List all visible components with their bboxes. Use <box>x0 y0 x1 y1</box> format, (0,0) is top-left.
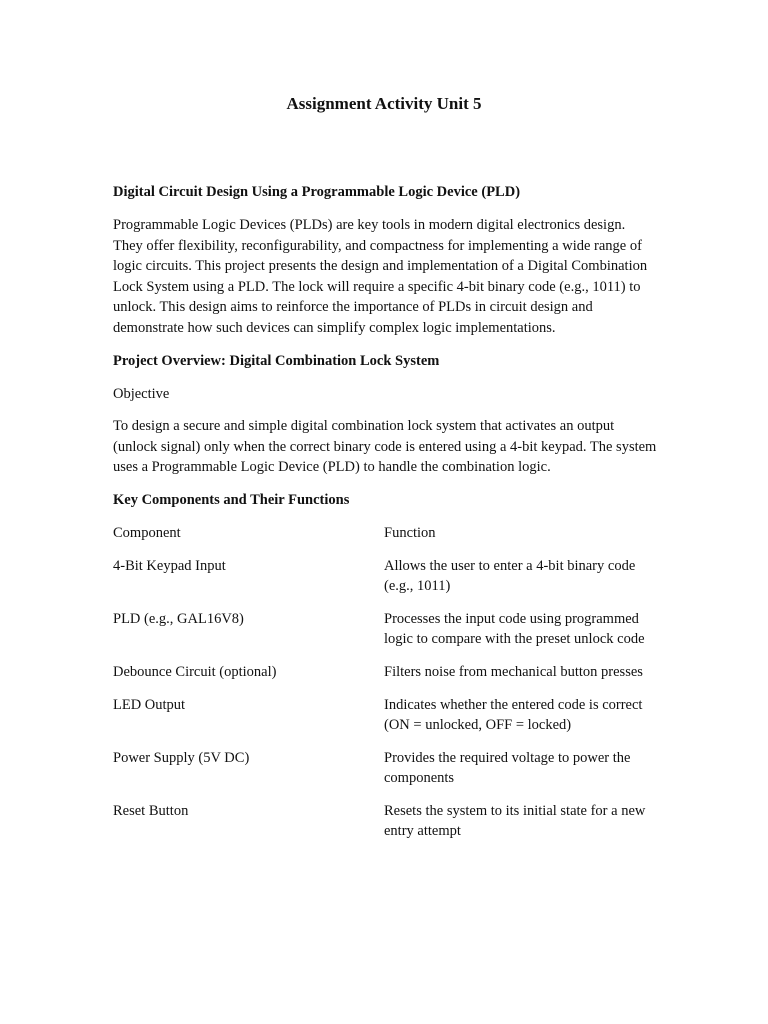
table-row <box>113 695 658 736</box>
table-cell-function: Allows the user to enter a 4-bit binary code (e.g., 1011) <box>384 557 636 595</box>
table-cell-component: Power Supply (5V DC) <box>113 749 250 766</box>
table-cell-component: 4-Bit Keypad Input <box>113 557 226 574</box>
table-cell-component: Reset Button <box>113 802 189 819</box>
table-header-row <box>113 523 658 544</box>
table-cell-function: Indicates whether the entered code is correct (ON = unlocked, OFF = locked) <box>384 696 643 734</box>
table-cell-function: Provides the required voltage to power the components <box>384 749 631 787</box>
table-header-component: Component <box>113 524 181 541</box>
section-heading-overview: Project Overview: Digital Combination Lock System <box>113 352 440 369</box>
components-table <box>113 523 658 842</box>
section-heading-components: Key Components and Their Functions <box>113 491 350 508</box>
page-title: Assignment Activity Unit 5 <box>286 94 482 113</box>
table-row <box>113 662 658 683</box>
table-row <box>113 748 658 789</box>
section-heading-main: Digital Circuit Design Using a Programmable Logic Device (PLD) <box>113 184 521 200</box>
table-row <box>113 801 658 842</box>
table-cell-component: Debounce Circuit (optional) <box>113 663 277 680</box>
table-cell-function: Filters noise from mechanical button presses <box>384 663 643 680</box>
table-cell-component: PLD (e.g., GAL16V8) <box>113 610 244 627</box>
document-body <box>113 182 658 854</box>
table-cell-function: Resets the system to its initial state for a new entry attempt <box>384 802 646 840</box>
intro-paragraph: Programmable Logic Devices (PLDs) are key tools in modern digital electronics design. They offer flexibility, reconfigurability, and compactness for implementing a wide range of logic circuits. This project presents the design and implementation of a Digital Combination Lock System using a PLD. The lock will require a specific 4-bit binary code (e.g., 1011) to unlock. This design aims to reinforce the importance of PLDs in circuit design and demonstrate how such devices can simplify complex logic implementations. <box>113 217 648 336</box>
table-cell-function: Processes the input code using programmed logic to compare with the preset unlock code <box>384 610 645 648</box>
table-row <box>113 556 658 597</box>
objective-label: Objective <box>113 385 170 402</box>
table-header-function: Function <box>384 524 436 541</box>
objective-paragraph: To design a secure and simple digital combination lock system that activates an output (unlock signal) only when the correct binary code is entered using a 4-bit keypad. The system uses a Programmable Logic Device (PLD) to handle the combination logic. <box>113 418 657 476</box>
table-row <box>113 609 658 650</box>
table-cell-component: LED Output <box>113 696 186 713</box>
